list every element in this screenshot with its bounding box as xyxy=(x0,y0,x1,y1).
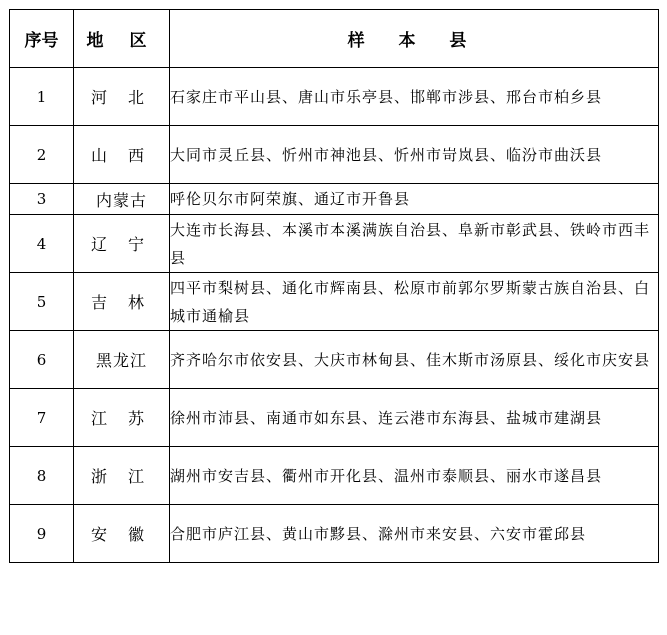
row-counties: 湖州市安吉县、衢州市开化县、温州市泰顺县、丽水市遂昌县 xyxy=(170,447,659,505)
row-region: 辽 宁 xyxy=(74,215,170,273)
row-counties: 大连市长海县、本溪市本溪满族自治县、阜新市彰武县、铁岭市西丰县 xyxy=(170,215,659,273)
row-counties: 徐州市沛县、南通市如东县、连云港市东海县、盐城市建湖县 xyxy=(170,389,659,447)
row-counties: 四平市梨树县、通化市辉南县、松原市前郭尔罗斯蒙古族自治县、白城市通榆县 xyxy=(170,273,659,331)
row-index: 2 xyxy=(10,126,74,184)
table-row xyxy=(10,447,659,505)
row-index: 1 xyxy=(10,68,74,126)
header-row xyxy=(10,10,659,68)
table-row xyxy=(10,331,659,389)
table-row xyxy=(10,126,659,184)
row-index: 3 xyxy=(10,184,74,215)
row-counties: 石家庄市平山县、唐山市乐亭县、邯郸市涉县、邢台市柏乡县 xyxy=(170,68,659,126)
header-region: 地 区 xyxy=(74,10,170,68)
table-row xyxy=(10,505,659,563)
row-index: 6 xyxy=(10,331,74,389)
row-index: 4 xyxy=(10,215,74,273)
row-index: 8 xyxy=(10,447,74,505)
row-counties: 合肥市庐江县、黄山市黟县、滁州市来安县、六安市霍邱县 xyxy=(170,505,659,563)
table-body xyxy=(10,68,659,563)
row-region: 安 徽 xyxy=(74,505,170,563)
row-region: 吉 林 xyxy=(74,273,170,331)
row-counties: 齐齐哈尔市依安县、大庆市林甸县、佳木斯市汤原县、绥化市庆安县 xyxy=(170,331,659,389)
table-row xyxy=(10,215,659,273)
sample-county-table xyxy=(9,9,659,563)
row-region: 黑龙江 xyxy=(74,331,170,389)
header-counties: 样 本 县 xyxy=(170,10,659,68)
row-counties: 大同市灵丘县、忻州市神池县、忻州市岢岚县、临汾市曲沃县 xyxy=(170,126,659,184)
row-region: 河 北 xyxy=(74,68,170,126)
table-row xyxy=(10,389,659,447)
row-region: 浙 江 xyxy=(74,447,170,505)
row-region: 山 西 xyxy=(74,126,170,184)
row-index: 9 xyxy=(10,505,74,563)
table-row xyxy=(10,184,659,215)
row-index: 7 xyxy=(10,389,74,447)
row-region: 江 苏 xyxy=(74,389,170,447)
row-index: 5 xyxy=(10,273,74,331)
table-row xyxy=(10,273,659,331)
row-counties: 呼伦贝尔市阿荣旗、通辽市开鲁县 xyxy=(170,184,659,215)
table-row xyxy=(10,68,659,126)
header-index: 序号 xyxy=(10,10,74,68)
row-region: 内蒙古 xyxy=(74,184,170,215)
